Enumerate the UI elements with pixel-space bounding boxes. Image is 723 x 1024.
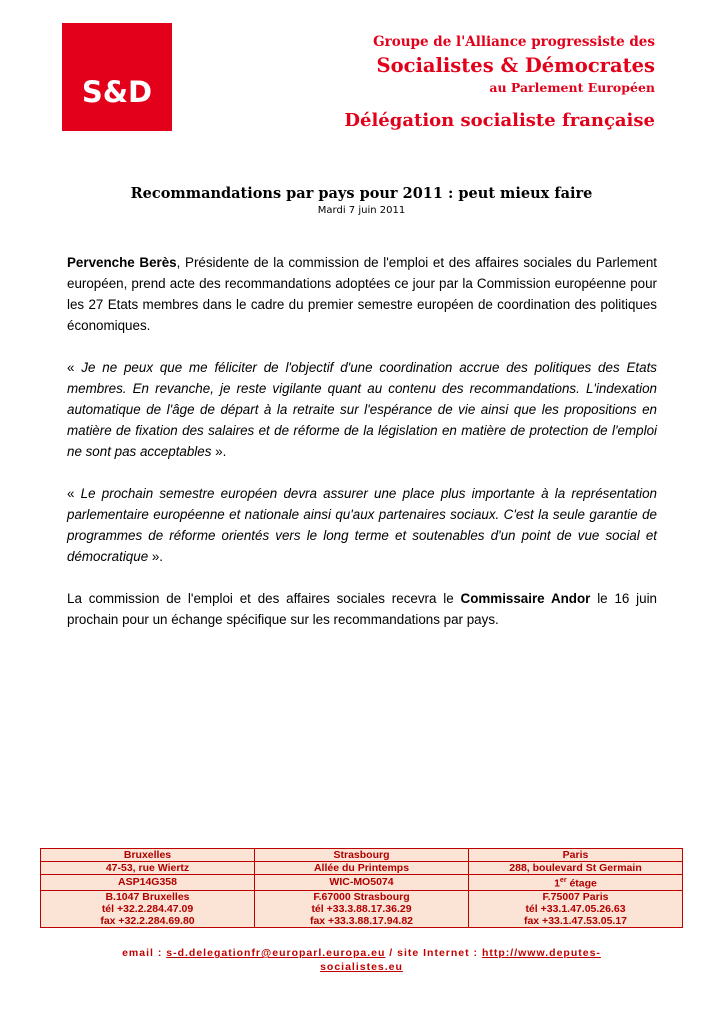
header-parliament: au Parlement Européen [489, 80, 655, 95]
tel-paris: tél +33.1.47.05.26.63 [525, 902, 626, 915]
quote-open: « [67, 360, 82, 375]
sd-logo [62, 23, 172, 131]
quote-close: ». [211, 444, 227, 459]
office-city-strasbourg: Strasbourg [255, 849, 469, 862]
quote-close: ». [148, 549, 164, 564]
sd-logo-text: S&D [81, 75, 153, 109]
paragraph-intro [67, 252, 657, 336]
tel-strasbourg: tél +33.3.88.17.36.29 [311, 902, 412, 915]
author-name: Pervenche Berès [67, 255, 177, 270]
quote-1-text: Je ne peux que me féliciter de l'objectif d'une coordination accrue des politiques des Etats membres. En revanche, je reste vigilante quant au contenu des recommandations. L'indexation automatique de l'âge de départ à la retraite sur l'espérance de vie ainsi que les propositions en matière de fixation des salaires et de réforme de la législation en matière de protection de l'emploi ne sont pas acceptables [67, 360, 657, 459]
paragraph-quote-1 [67, 357, 657, 462]
fax-paris: fax +33.1.47.53.05.17 [523, 914, 628, 927]
website-link[interactable]: http://www.deputes- [481, 947, 601, 959]
office-room-bruxelles: ASP14G358 [41, 875, 255, 891]
office-contact-strasbourg [255, 890, 469, 927]
closing-text-b: le 16 juin prochain pour un échange spécifique sur les recommandations par pays. [67, 591, 658, 627]
closing-text-a: La commission de l'emploi et des affaires sociales recevra le [67, 591, 461, 606]
floor-number: 1 [554, 877, 560, 890]
paragraph-quote-2 [67, 483, 657, 567]
postal-paris: F.75007 Paris [542, 890, 609, 903]
quote-open: « [67, 486, 81, 501]
floor-word: étage [566, 877, 597, 890]
paragraph-closing [67, 588, 657, 630]
office-city-paris: Paris [469, 849, 683, 862]
offices-table [40, 848, 683, 928]
press-release-title: Recommandations par pays pour 2011 : peut mieux faire [130, 185, 593, 202]
office-street-bruxelles: 47-53, rue Wiertz [41, 862, 255, 875]
quote-2-text: Le prochain semestre européen devra assurer une place plus importante à la représentation parlementaire européenne et nationale ainsi qu'aux partenaires sociaux. C'est la seule garantie de programmes de réforme orientés vers le long terme et soutenables d'un point de vue social et démocratique [67, 486, 657, 564]
header-delegation: Délégation socialiste française [344, 110, 655, 131]
press-release-body [67, 252, 657, 651]
header-group-name: Socialistes & Démocrates [376, 54, 655, 77]
office-city-bruxelles: Bruxelles [41, 849, 255, 862]
office-room-strasbourg: WIC-MO5074 [255, 875, 469, 891]
office-street-paris: 288, boulevard St Germain [469, 862, 683, 875]
fax-strasbourg: fax +33.3.88.17.94.82 [309, 914, 414, 927]
press-release-date: Mardi 7 juin 2011 [317, 205, 406, 216]
office-contact-bruxelles [41, 890, 255, 927]
site-separator: / site Internet : [385, 947, 482, 959]
email-label: email : [122, 947, 167, 959]
floor-superscript: er [559, 877, 567, 884]
website-link-continued[interactable]: socialistes.eu [320, 961, 403, 973]
commissioner-name: Commissaire Andor [460, 591, 591, 606]
contact-line [0, 946, 723, 974]
postal-strasbourg: F.67000 Strasbourg [313, 890, 410, 903]
tel-bruxelles: tél +32.2.284.47.09 [101, 902, 194, 915]
intro-text: , Présidente de la commission de l'emploi et des affaires sociales du Parlement européen, prend acte des recommandations adoptées ce jour par la Commission européenne pour les 27 Etats membres dans le cadre du premier semestre européen de coordination des politiques économiques. [67, 255, 657, 333]
fax-bruxelles: fax +32.2.284.69.80 [100, 914, 195, 927]
email-link[interactable]: s-d.delegationfr@europarl.europa.eu [166, 947, 386, 959]
postal-bruxelles: B.1047 Bruxelles [105, 890, 190, 903]
office-floor-paris [469, 875, 683, 891]
header-group-line: Groupe de l'Alliance progressiste des [373, 34, 655, 50]
office-street-strasbourg: Allée du Printemps [255, 862, 469, 875]
office-contact-paris [469, 890, 683, 927]
